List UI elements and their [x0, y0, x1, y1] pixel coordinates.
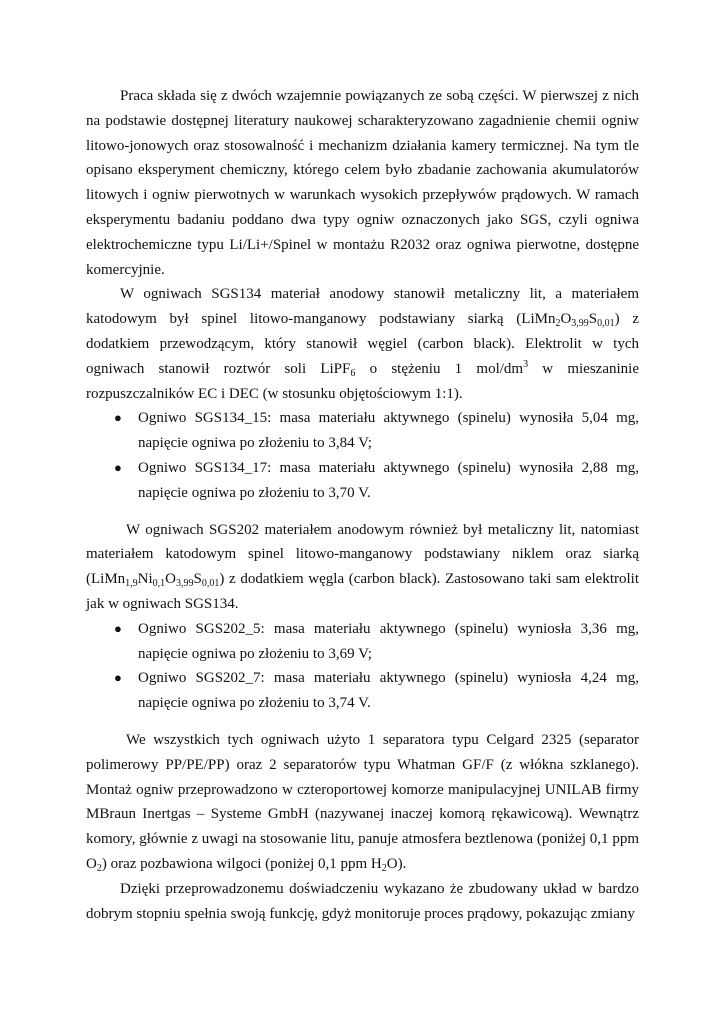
text-run: O: [560, 311, 572, 328]
subscript: 3,99: [571, 318, 589, 330]
text-run: w mieszaninie rozpuszczalników EC i DEC (w stosunku objętościowym 1:1).: [86, 360, 639, 402]
text-run: W ogniwach SGS202 materiałem anodowym również był metaliczny lit, natomiast materiałem katodowym spinel litowo-manganowy podstawiany niklem oraz siarką (LiMn: [86, 521, 639, 588]
list-item: [86, 406, 639, 456]
list-item-text: Ogniwo SGS134_17: masa materiału aktywnego (spinelu) wynosiła 2,88 mg, napięcie ogniwa po złożeniu to 3,70 V.: [138, 459, 639, 501]
paragraph-intro: Praca składa się z dwóch wzajemnie powiązanych ze sobą części. W pierwszej z nich na podstawie dostępnej literatury naukowej scharakteryzowano zagadnienie chemii ogniw litowo-jonowych oraz stosowalność i mechanizm działania kamery termicznej. Na tym tle opisano eksperyment chemiczny, którego celem było zbadanie zachowania akumulatorów litowych i ogniw pierwotnych w warunkach wysokich przepływów prądowych. W ramach eksperymentu badaniu poddano dwa typy ogniw oznaczonych jako SGS, czyli ogniwa elektrochemiczne typu Li/Li+/Spinel w montażu R2032 oraz ogniwa pierwotne, dostępne komercyjnie.: [86, 88, 639, 278]
list-item-text: Ogniwo SGS202_7: masa materiału aktywnego (spinelu) wyniosła 4,24 mg, napięcie ogniwa po złożeniu to 3,74 V.: [138, 670, 639, 712]
bullet-icon: ●: [114, 620, 122, 636]
subscript: 3,99: [176, 578, 194, 590]
list-item: [86, 617, 639, 667]
bullet-icon: ●: [114, 459, 122, 475]
text-run: ) oraz pozbawiona wilgoci (poniżej 0,1 ppm H: [101, 855, 382, 872]
superscript: 3: [523, 358, 529, 370]
paragraph-conclusion: Dzięki przeprowadzonemu doświadczeniu wykazano że zbudowany układ w bardzo dobrym stopniu spełnia swoją funkcję, gdyż monitoruje proces prądowy, pokazując zmiany: [86, 880, 639, 922]
subscript: 2: [555, 318, 561, 330]
list-item: [86, 666, 639, 716]
subscript: 0,01: [597, 318, 615, 330]
subscript: 0,01: [201, 578, 220, 590]
text-run: ) z dodatkiem węgla (carbon black). Zastosowano taki sam elektrolit jak w ogniwach SGS134.: [86, 571, 639, 612]
text-run: ) z dodatkiem przewodzącym, który stanowił węgiel (carbon black). Elektrolit w tych ogniwach stanowił roztwór soli LiPF: [86, 311, 639, 377]
bullet-icon: ●: [114, 410, 122, 426]
text-run: o stężeniu 1 mol/dm: [355, 360, 524, 377]
paragraph-separators: [86, 728, 639, 877]
list-item-text: Ogniwo SGS134_15: masa materiału aktywnego (spinelu) wynosiła 5,04 mg, napięcie ogniwa po złożeniu to 3,84 V;: [138, 410, 639, 452]
paragraph-sgs134: [86, 282, 639, 406]
document-page: [86, 84, 639, 926]
paragraph-sgs202: [86, 518, 639, 617]
text-run: S: [588, 311, 598, 328]
list-item-text: Ogniwo SGS202_5: masa materiału aktywnego (spinelu) wyniosła 3,36 mg, napięcie ogniwa po złożeniu to 3,69 V;: [138, 620, 639, 662]
list-sgs134: [86, 406, 639, 505]
list-item: [86, 456, 639, 506]
subscript: 1,9: [125, 578, 138, 590]
text-run: We wszystkich tych ogniwach użyto 1 separatora typu Celgard 2325 (separator polimerowy PP/PE/PP) oraz 2 separatorów typu Whatman GF/F (z włókna szklanego). Montaż ogniw przeprowadzono w czteroportowej komorze manipulacyjnej UNILAB firmy MBraun Inertgas – Systeme GmbH (nazywanej inaczej komorą rękawicową). Wewnątrz komory, głównie z uwagi na stosowanie litu, panuje atmosfera beztlenowa (poniżej 0,1 ppm O: [86, 731, 639, 872]
text-run: W ogniwach SGS134 materiał anodowy stanowił metaliczny lit, a materiałem katodowym był spinel litowo-manganowy podstawiany siarką (LiMn: [86, 286, 639, 328]
subscript: 0,1: [152, 578, 166, 590]
subscript: 6: [350, 367, 356, 379]
bullet-icon: ●: [114, 670, 122, 686]
text-run: S: [193, 571, 202, 588]
text-run: O: [165, 571, 177, 588]
text-run: Ni: [137, 571, 153, 588]
list-sgs202: [86, 617, 639, 716]
subscript: 2: [96, 862, 102, 874]
text-run: O).: [386, 855, 407, 872]
subscript: 2: [381, 862, 387, 874]
